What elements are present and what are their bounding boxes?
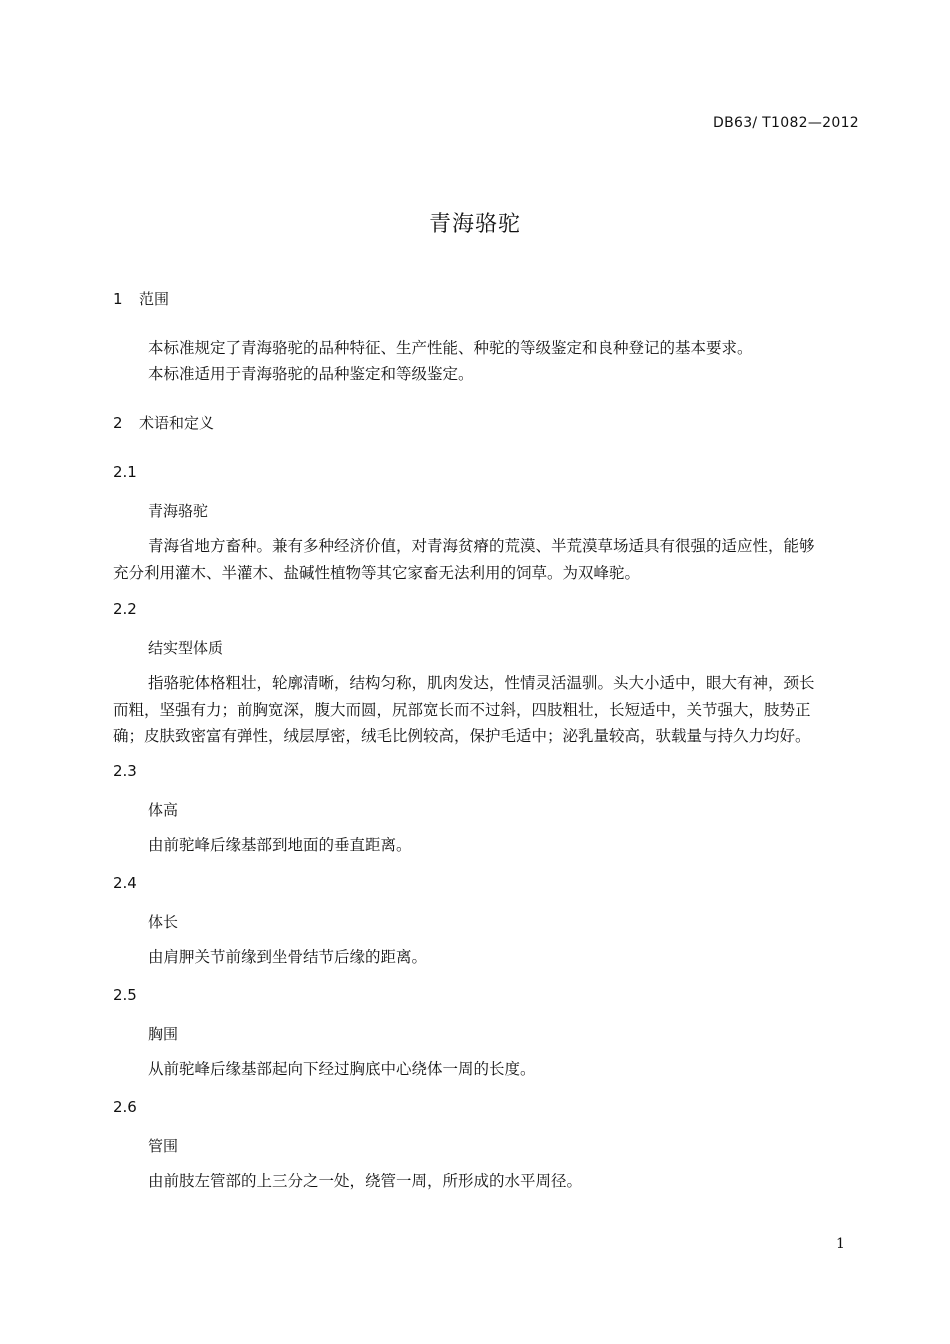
term-number-2-5: 2.5 bbox=[113, 986, 137, 1004]
definition-line: 确；皮肤致密富有弹性，绒层厚密，绒毛比例较高，保护毛适中；泌乳量较高，驮载量与持久力均好。 bbox=[113, 727, 811, 745]
term-definition-2-3: 由前驼峰后缘基部到地面的垂直距离。 bbox=[148, 836, 412, 854]
term-title-2-2: 结实型体质 bbox=[148, 639, 224, 657]
section-title: 范围 bbox=[139, 290, 170, 308]
term-title-2-6: 管围 bbox=[148, 1137, 179, 1155]
section-2-heading bbox=[113, 412, 214, 433]
term-definition-2-6: 由前肢左管部的上三分之一处，绕管一周，所形成的水平周径。 bbox=[148, 1172, 583, 1190]
definition-line: 青海省地方畜种。兼有多种经济价值，对青海贫瘠的荒漠、半荒漠草场适具有很强的适应性，能够 bbox=[148, 537, 815, 555]
term-title-2-3: 体高 bbox=[148, 801, 179, 819]
section-title: 术语和定义 bbox=[139, 414, 215, 432]
term-number-2-3: 2.3 bbox=[113, 762, 137, 780]
section-number: 1 bbox=[113, 290, 123, 308]
term-definition-2-4: 由肩胛关节前缘到坐骨结节后缘的距离。 bbox=[148, 948, 428, 966]
definition-line: 指骆驼体格粗壮，轮廓清晰，结构匀称，肌肉发达，性情灵活温驯。头大小适中，眼大有神，颈长 bbox=[148, 674, 815, 692]
scope-paragraph-1: 本标准规定了青海骆驼的品种特征、生产性能、种驼的等级鉴定和良种登记的基本要求。 bbox=[148, 339, 753, 357]
term-definition-2-2 bbox=[113, 670, 858, 750]
term-number-2-4: 2.4 bbox=[113, 874, 137, 892]
page-number: 1 bbox=[836, 1236, 845, 1252]
section-1-heading bbox=[113, 288, 169, 309]
term-number-2-6: 2.6 bbox=[113, 1098, 137, 1116]
standard-code: DB63/ T1082—2012 bbox=[713, 115, 859, 131]
term-title-2-5: 胸围 bbox=[148, 1025, 179, 1043]
term-title-2-1: 青海骆驼 bbox=[148, 502, 209, 520]
term-number-2-1: 2.1 bbox=[113, 463, 137, 481]
section-number: 2 bbox=[113, 414, 123, 432]
scope-paragraph-2: 本标准适用于青海骆驼的品种鉴定和等级鉴定。 bbox=[148, 365, 474, 383]
term-title-2-4: 体长 bbox=[148, 913, 179, 931]
definition-line: 充分利用灌木、半灌木、盐碱性植物等其它家畜无法利用的饲草。为双峰驼。 bbox=[113, 563, 641, 582]
term-definition-2-5: 从前驼峰后缘基部起向下经过胸底中心绕体一周的长度。 bbox=[148, 1060, 536, 1078]
page-title: 青海骆驼 bbox=[428, 212, 521, 237]
definition-line: 而粗，坚强有力；前胸宽深，腹大而圆，尻部宽长而不过斜，四肢粗壮，长短适中，关节强大，肢势正 bbox=[113, 700, 811, 719]
term-definition-2-1 bbox=[113, 533, 858, 586]
term-number-2-2: 2.2 bbox=[113, 600, 137, 618]
